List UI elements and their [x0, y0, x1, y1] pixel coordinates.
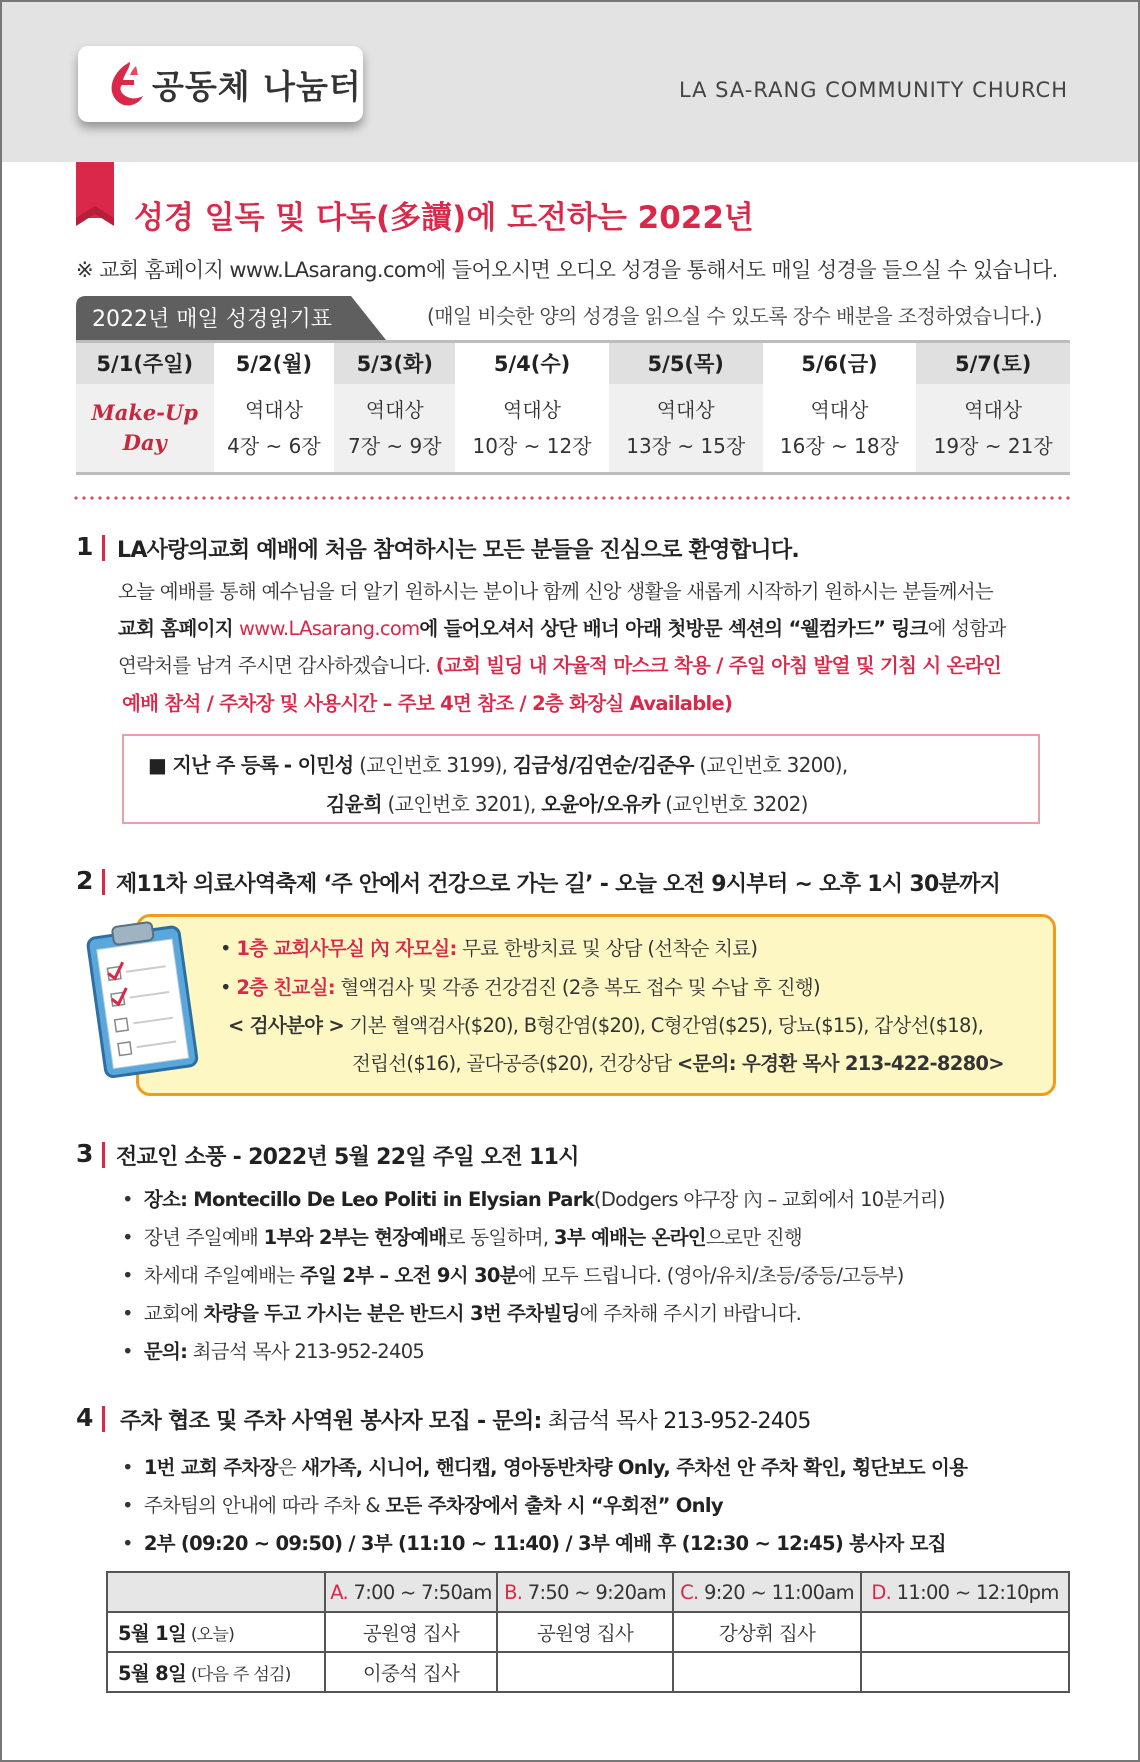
ribbon-icon	[76, 162, 114, 226]
welcome-line1: 오늘 예배를 통해 예수님을 더 알기 원하시는 분이나 함께 신앙 생활을 새롭게 시작하기 원하시는 분들께서는	[118, 580, 994, 603]
section-number: 1	[76, 532, 94, 561]
medical-desc: 무료 한방치료 및 상담 (선착순 치료)	[456, 937, 758, 960]
reading-book: 역대상	[964, 397, 1023, 422]
date-note: (다음 주 섬김)	[186, 1665, 291, 1685]
reading-date: 5/2(월)	[214, 342, 335, 384]
welcome-line3	[118, 650, 1001, 678]
welcome-text: 연락처를 남겨 주시면 감사하겠습니다.	[118, 654, 436, 677]
section-bar	[102, 1142, 105, 1168]
section3-title: 전교인 소풍 - 2022년 5월 22일 주일 오전 11시	[116, 1145, 579, 1170]
reading-cell	[214, 384, 335, 474]
slot-letter: C.	[680, 1580, 699, 1604]
medical-desc: 혈액검사 및 각종 건강검진 (2층 복도 접수 및 수납 후 진행)	[334, 976, 820, 999]
table-row	[107, 1612, 1069, 1652]
link-text: 링크	[885, 617, 928, 640]
medical-location: 2층 친교실:	[236, 976, 335, 999]
section2-title: 제11차 의료사역축제 ‘주 안에서 건강으로 가는 길’ - 오늘 오전 9시부터 ~ 오후 1시 30분까지	[116, 872, 1001, 897]
reading-date: 5/1(주일)	[76, 342, 214, 384]
bullet-text: 최금석 목사 213-952-2405	[187, 1340, 425, 1363]
exam-list: 전립선($16), 골다공증($20), 건강상담	[352, 1052, 677, 1075]
website-link[interactable]: www.LAsarang.com	[239, 617, 420, 640]
covid-notice-cont: 예배 참석 / 주차장 및 사용시간 – 주보 4면 참조 / 2층 화장실 Available)	[122, 692, 733, 715]
bullet-text: 장년 주일예배	[143, 1226, 264, 1249]
bullet-text: 차세대 주일예배는	[143, 1264, 300, 1287]
table-row	[107, 1652, 1069, 1692]
slot-letter: B.	[504, 1580, 523, 1604]
picnic-place-note: (Dodgers 야구장 內 – 교회에서 10분거리)	[593, 1188, 945, 1211]
bullet-text: 교회에	[143, 1302, 204, 1325]
makeup-line1: Make-Up	[91, 399, 198, 425]
welcome-text: 에 성함과	[927, 617, 1006, 640]
logo-text: 공동체 나눔터	[152, 67, 362, 106]
reading-cell	[76, 384, 214, 474]
slot-letter: D.	[871, 1580, 892, 1604]
medical-location: 1층 교회사무실 內 자모실:	[236, 937, 457, 960]
reading-book: 역대상	[244, 397, 303, 422]
slot-time: 11:00 ~ 12:10pm	[891, 1580, 1059, 1604]
reading-tab-label: 2022년 매일 성경읽기표	[92, 307, 332, 332]
volunteer-cell: 강상휘 집사	[673, 1612, 861, 1652]
reading-date: 5/3(화)	[334, 342, 455, 384]
reading-table	[76, 340, 1070, 475]
covid-notice: (교회 빌딩 내 자율적 마스크 착용 / 주일 아침 발열 및 기침 시 온라인	[435, 654, 1002, 677]
medical-item-1: • 1층 교회사무실 內 자모실: 무료 한방치료 및 상담 (선착순 치료)	[220, 937, 758, 960]
slot-header	[325, 1572, 497, 1612]
welcome-text: 교회 홈페이지	[118, 617, 239, 640]
flame-logo-icon	[100, 60, 146, 108]
reading-date: 5/6(금)	[763, 342, 917, 384]
clipboard-checklist-icon	[78, 918, 204, 1080]
reading-chapters: 16장 ~ 18장	[779, 433, 899, 458]
registration-line1	[148, 749, 847, 778]
page-title: 성경 일독 및 다독(多讀)에 도전하는 2022년	[134, 200, 754, 236]
volunteer-cell	[861, 1612, 1069, 1652]
table-corner	[107, 1572, 325, 1612]
section1-title: LA사랑의교회 예배에 처음 참여하시는 모든 분들을 진심으로 환영합니다.	[117, 538, 800, 563]
section-bar	[102, 869, 105, 895]
volunteer-cell	[861, 1652, 1069, 1692]
registration-label: ■ 지난 주 등록	[148, 753, 279, 777]
bullet-bold: 새가족, 시니어, 핸디캡, 영아동반차량 Only, 주차선 안 주차 확인, 횡단보도 이용	[301, 1456, 968, 1479]
medical-item-4	[352, 1048, 1004, 1076]
section-bar	[102, 535, 105, 561]
picnic-bullet: • 장년 주일예배 1부와 2부는 현장예배로 동일하며, 3부 예배는 온라인으로만 진행	[122, 1226, 803, 1249]
reading-chapters: 19장 ~ 21장	[933, 433, 1053, 458]
slot-header	[861, 1572, 1069, 1612]
bullet-bold: 주일 2부 – 오전 9시 30분	[299, 1264, 518, 1287]
section-bar	[102, 1406, 105, 1432]
reading-date: 5/7(토)	[916, 342, 1070, 384]
registrant-number: (교인번호 3201),	[381, 792, 542, 816]
bullet-text: 에 주차해 주시기 바랍니다.	[579, 1302, 802, 1325]
reading-chapters: 7장 ~ 9장	[347, 433, 442, 458]
registrant-name: 오윤아/오유카	[541, 792, 660, 816]
bullet-bold: 모든 주차장에서 출차 시 “우회전” Only	[385, 1494, 723, 1517]
reading-book: 역대상	[656, 397, 715, 422]
picnic-bullet: • 차세대 주일예배는 주일 2부 – 오전 9시 30분에 모두 드립니다. (영아/유치/초등/중등/고등부)	[122, 1264, 904, 1287]
medical-item-3	[228, 1010, 983, 1038]
bullet-text: 에 모두 드립니다. (영아/유치/초등/중등/고등부)	[517, 1264, 904, 1287]
welcome-line4	[122, 688, 732, 716]
section4-title-text: 주차 협조 및 주차 사역원 봉사자 모집 - 문의:	[120, 1409, 542, 1434]
bullet-text: 주차팀의 안내에 따라 주차 &	[143, 1494, 386, 1517]
church-name: LA SA-RANG COMMUNITY CHURCH	[678, 78, 1068, 102]
bullet-bold: 문의:	[143, 1340, 188, 1363]
dotted-divider	[72, 496, 1072, 500]
volunteer-cell	[673, 1652, 861, 1692]
logo-badge	[78, 46, 363, 122]
date-text: 5월 8일	[118, 1662, 187, 1685]
bullet-bold: 3부 예배는 온라인	[553, 1226, 706, 1249]
picnic-bullet: • 교회에 차량을 두고 가시는 분은 반드시 3번 주차빌딩에 주차해 주시기 바랍니다.	[122, 1302, 802, 1325]
slot-header	[497, 1572, 673, 1612]
parking-bullet: • 1번 교회 주차장은 새가족, 시니어, 핸디캡, 영아동반차량 Only, 주차선 안 주차 확인, 횡단보도 이용	[122, 1456, 968, 1479]
reading-book: 역대상	[365, 397, 424, 422]
reading-note: (매일 비슷한 양의 성경을 읽으실 수 있도록 장수 배분을 조정하였습니다.)	[427, 304, 1042, 328]
registrant-name: 김윤희	[326, 792, 382, 816]
registrant-number: (교인번호 3200),	[693, 753, 848, 777]
medical-contact: <문의: 우경환 목사 213-422-8280>	[676, 1052, 1004, 1075]
reading-chapters: 13장 ~ 15장	[626, 433, 746, 458]
volunteer-cell: 공원영 집사	[325, 1612, 497, 1652]
volunteer-cell: 이중석 집사	[325, 1652, 497, 1692]
exam-list: 기본 혈액검사($20), B형간염($20), C형간염($25), 당뇨($15), 갑상선($18),	[344, 1014, 984, 1037]
bullet-text: 으로만 진행	[705, 1226, 803, 1249]
medical-item-2: • 2층 친교실: 혈액검사 및 각종 건강검진 (2층 복도 접수 및 수납 후 진행)	[220, 976, 820, 999]
welcome-card-text: “웰컴카드”	[788, 617, 886, 640]
bullet-bold: 1번 교회 주차장	[143, 1456, 278, 1479]
reading-chapters: 10장 ~ 12장	[472, 433, 592, 458]
reading-cell	[763, 384, 917, 474]
registration-line2	[326, 788, 808, 817]
registrant-name: 김금성/김연순/김준우	[512, 753, 694, 777]
registrant-name: - 이민성	[283, 753, 354, 777]
schedule-date	[107, 1612, 325, 1652]
slot-letter: A.	[330, 1580, 349, 1604]
reading-cell	[455, 384, 609, 474]
picnic-bullet: • 장소: Montecillo De Leo Politi in Elysian Park(Dodgers 야구장 內 – 교회에서 10분거리)	[122, 1188, 945, 1211]
bullet-bold: 차량을 두고 가시는 분은 반드시 3번 주차빌딩	[203, 1302, 580, 1325]
section4-title	[120, 1404, 811, 1435]
reading-cell	[334, 384, 455, 474]
slot-time: 9:20 ~ 11:00am	[698, 1580, 854, 1604]
parking-bullet: • 주차팀의 안내에 따라 주차 & 모든 주차장에서 출차 시 “우회전” Only	[122, 1494, 723, 1517]
bullet-text: 로 동일하며,	[446, 1226, 554, 1249]
audio-bible-note: ※ 교회 홈페이지 www.LAsarang.com에 들어오시면 오디오 성경을 통해서도 매일 성경을 들으실 수 있습니다.	[76, 258, 1058, 282]
slot-header	[673, 1572, 861, 1612]
section-number: 3	[76, 1139, 94, 1168]
section-number: 4	[76, 1403, 94, 1432]
date-note: (오늘)	[186, 1625, 235, 1645]
slot-time: 7:50 ~ 9:20am	[522, 1580, 666, 1604]
picnic-place: 장소: Montecillo De Leo Politi in Elysian Park	[143, 1188, 594, 1211]
reading-cell	[916, 384, 1070, 474]
makeup-line2: Day	[122, 429, 167, 455]
picnic-bullet: • 문의: 최금석 목사 213-952-2405	[122, 1340, 425, 1363]
reading-chapters: 4장 ~ 6장	[227, 433, 321, 458]
registrant-number: (교인번호 3199),	[353, 753, 513, 777]
section-number: 2	[76, 866, 94, 895]
welcome-text: 에 들어오셔서 상단 배너 아래 첫방문 섹션의	[419, 617, 789, 640]
welcome-line2	[118, 613, 1006, 641]
volunteer-cell	[497, 1652, 673, 1692]
exam-label: < 검사분야 >	[228, 1014, 345, 1037]
volunteer-cell: 공원영 집사	[497, 1612, 673, 1652]
reading-book: 역대상	[503, 397, 561, 422]
reading-cell	[609, 384, 763, 474]
bullet-bold: 1부와 2부는 현장예배	[263, 1226, 447, 1249]
parking-volunteer-table	[106, 1571, 1070, 1693]
bullet-text: 은	[277, 1456, 302, 1479]
parking-bullet: • 2부 (09:20 ~ 09:50) / 3부 (11:10 ~ 11:40) / 3부 예배 후 (12:30 ~ 12:45) 봉사자 모집	[122, 1532, 946, 1555]
registrant-number: (교인번호 3202)	[659, 792, 808, 816]
reading-book: 역대상	[810, 397, 869, 422]
schedule-date	[107, 1652, 325, 1692]
reading-date: 5/5(목)	[609, 342, 763, 384]
bullet-bold: 2부 (09:20 ~ 09:50) / 3부 (11:10 ~ 11:40) / 3부 예배 후 (12:30 ~ 12:45) 봉사자 모집	[143, 1532, 946, 1555]
date-text: 5월 1일	[118, 1622, 187, 1645]
section4-contact: 최금석 목사 213-952-2405	[541, 1409, 811, 1434]
reading-date: 5/4(수)	[455, 342, 609, 384]
slot-time: 7:00 ~ 7:50am	[348, 1580, 492, 1604]
